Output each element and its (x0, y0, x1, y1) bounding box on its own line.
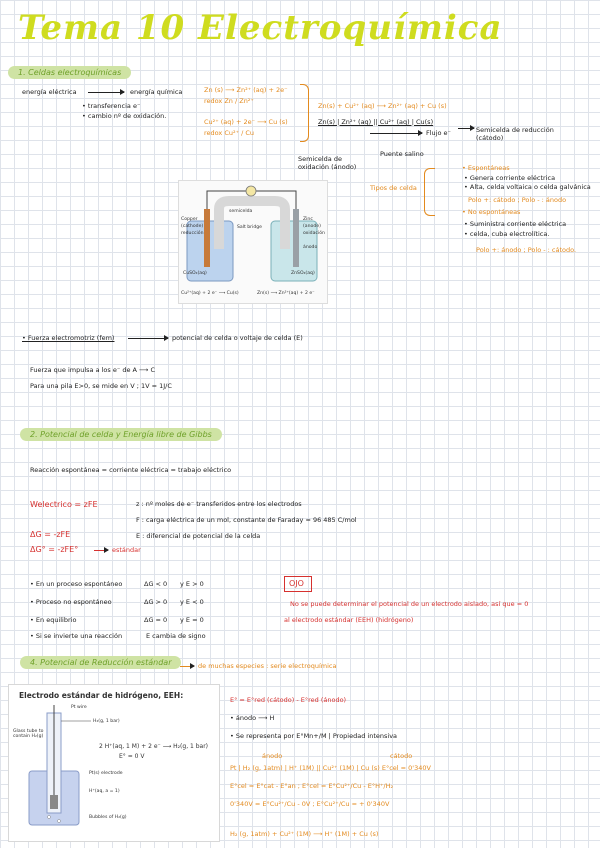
cu-redox: redox Cu²⁺ / Cu (204, 129, 255, 137)
condition-2-e: y E < 0 (180, 598, 204, 606)
glass-tube-label: Glass tube to contain H₂(g) (13, 729, 44, 739)
ojo-text-2: al electrodo estándar (EEH) (hidrógeno) (284, 616, 414, 624)
fem-label: • Fuerza electromotriz (fem) (22, 334, 115, 342)
final-reaction: H₂ (g, 1atm) + Cu²⁺ (1M) ⟶ H⁺ (1M) + Cu (s) (230, 830, 379, 838)
section-2-header: 2. Potencial de celda y Energía libre de Gibbs (20, 428, 222, 441)
hydrogen-electrode-figure (8, 684, 220, 842)
anode-h: • ánodo ⟶ H (230, 714, 275, 722)
cell-types: Tipos de celda (370, 184, 417, 192)
electron-flow: Flujo e⁻ (426, 129, 451, 137)
arrow-icon (370, 133, 422, 134)
ojo-box (284, 576, 312, 592)
non-spontaneous-2: • celda, cuba electrolítica. (464, 230, 550, 238)
section-1-header: 1. Celdas electroquímicas (8, 66, 131, 79)
section-4-header: 4. Potencial de Reducción estándar (20, 656, 181, 669)
zn-half-reaction: Zn(s) ⟶ Zn²⁺(aq) + 2 e⁻ (257, 291, 315, 296)
condition-3-e: y E = 0 (180, 616, 204, 624)
zn-equation: Zn (s) ⟶ Zn²⁺ (aq) + 2e⁻ (204, 86, 288, 94)
bubbles-label: Bubbles of H₂(g) (89, 815, 127, 820)
arrow-icon (88, 92, 124, 93)
non-spontaneous: • No espontáneas (462, 208, 521, 216)
cu-equation: Cu²⁺ (aq) + 2e⁻ ⟶ Cu (s) (204, 118, 288, 126)
condition-4: • Si se invierte una reacción (30, 632, 123, 640)
eeh-equation: 2 H⁺(aq, 1 M) + 2 e⁻ ⟶ H₂(g, 1 bar) (99, 743, 209, 750)
condition-2: • Proceso no espontáneo (30, 598, 112, 606)
gibbs-formula: ΔG = -zFE (30, 530, 71, 539)
eeh-figure-title: Electrodo estándar de hidrógeno, EEH: (19, 691, 184, 700)
spontaneous-reaction: Reacción espontánea = corriente eléctrica = trabajo eléctrico (30, 466, 232, 474)
reduction-label: reducción (181, 231, 204, 236)
cell-notation-eeh: Pt | H₂ (g, 1atm) | H⁺ (1M) || Cu²⁺ (1M) | Cu (s) E°cel = 0'340V (230, 764, 431, 772)
fem-definition: potencial de celda o voltaje de celda (E) (172, 334, 303, 342)
semicelda-label: semicelda (229, 209, 253, 214)
h-plus-label: H⁺(aq, a = 1) (89, 789, 120, 794)
copper-label: Copper (181, 217, 198, 222)
calculation-2: 0'340V = E°Cu²⁺/Cu - 0V ; E°Cu²⁺/Cu = + 0'340V (230, 800, 390, 808)
salt-bridge-label: Puente salino (380, 150, 424, 158)
arrow-icon (128, 338, 168, 339)
e-standard-formula: E° = E°red (cátodo) - E°red (ánodo) (230, 696, 347, 704)
standard-label: estándar (112, 546, 141, 554)
energy-right: energía química (130, 88, 183, 96)
e-definition: E : diferencial de potencial de la celda (136, 532, 261, 540)
semicell-reduction: Semicelda de reducción (cátodo) (476, 126, 554, 142)
cathode-label: (cathode) (181, 224, 204, 229)
h2-gas-label: H₂(g, 1 bar) (93, 719, 120, 724)
condition-4-e: E cambia de signo (146, 632, 206, 640)
representation: • Se representa por E°Mn+/M | Propiedad intensiva (230, 732, 398, 740)
anodo-label: ánodo (303, 245, 318, 250)
spontaneous-3: Polo +: cátodo ; Polo - : ánodo (468, 196, 567, 204)
condition-2-dg: ΔG > 0 (144, 598, 168, 606)
page-title: Tema 10 Electroquímica (18, 8, 503, 48)
arrow-icon (180, 666, 194, 667)
condition-1-dg: ΔG < 0 (144, 580, 168, 588)
galvanic-cell-figure (178, 180, 328, 304)
gibbs-standard-formula: ΔG° = -zFE° (30, 545, 79, 554)
ojo-label: OJO (289, 579, 304, 588)
non-spontaneous-3: Polo +: ánodo ; Polo - : cátodo. (476, 246, 577, 254)
arrow-icon (94, 550, 108, 551)
spontaneous: • Espontáneas (462, 164, 510, 172)
zn-redox: redox Zn / Zn²⁺ (204, 97, 254, 105)
anodo-tag: ánodo (262, 752, 283, 760)
pt-electrode-label: Pt(s) electrode (89, 771, 123, 776)
section-4-note: de muchas especies : serie electroquímica (198, 662, 337, 670)
catodo-tag: cátodo (390, 752, 413, 760)
arrow-icon (458, 128, 474, 129)
condition-3-dg: ΔG = 0 (144, 616, 168, 624)
non-spontaneous-1: • Suministra corriente eléctrica (464, 220, 567, 228)
galvanic-cell-icon (179, 181, 327, 303)
bullet-transfer: • transferencia e⁻ (82, 102, 141, 110)
anode-label: (anode) (303, 224, 321, 229)
condition-1-e: y E > 0 (180, 580, 204, 588)
overall-reaction: Zn(s) + Cu²⁺ (aq) ⟶ Zn²⁺ (aq) + Cu (s) (318, 102, 447, 110)
spontaneous-1: • Genera corriente eléctrica (464, 174, 556, 182)
fem-line-2: Para una pila E>0, se mide en V ; 1V = 1J/C (30, 382, 172, 390)
bullet-oxidation: • cambio nº de oxidación. (82, 112, 167, 120)
energy-left: energía eléctrica (22, 88, 77, 96)
zinc-label: Zinc (303, 217, 313, 222)
spontaneous-2: • Alta, celda voltaica o celda galvánica (464, 183, 591, 191)
semicell-oxidation: Semicelda de oxidación (ánodo) (298, 155, 357, 171)
pt-wire-label: Pt wire (71, 705, 87, 710)
eeh-e0: E° = 0 V (119, 753, 145, 760)
salt-bridge-figure-label: Salt bridge (237, 225, 263, 230)
znso4-label: ZnSO₄(aq) (291, 271, 315, 276)
work-formula: Welectrico = zFE (30, 500, 98, 509)
ojo-text-1: No se puede determinar el potencial de un electrodo aislado, así que = 0 (290, 600, 529, 608)
cuso4-label: CuSO₄(aq) (183, 271, 207, 276)
condition-1: • En un proceso espontáneo (30, 580, 123, 588)
z-definition: z : nº moles de e⁻ transferidos entre los electrodos (136, 500, 302, 508)
cell-notation: Zn(s) | Zn²⁺ (aq) || Cu²⁺ (aq) | Cu(s) (318, 118, 434, 126)
oxidation-label: oxidación (303, 231, 325, 236)
brace-icon (300, 84, 309, 142)
f-definition: F : carga eléctrica de un mol, constante de Faraday = 96 485 C/mol (136, 516, 357, 524)
fem-line-1: Fuerza que impulsa a los e⁻ de A ⟶ C (30, 366, 155, 374)
condition-3: • En equilibrio (30, 616, 77, 624)
brace-icon (424, 168, 435, 216)
calculation-1: E°cel = E°cat - E°an ; E°cel = E°Cu²⁺/Cu - E°H⁺/H₂ (230, 782, 394, 790)
cu-half-reaction: Cu²⁺(aq) + 2 e⁻ ⟶ Cu(s) (181, 291, 239, 296)
